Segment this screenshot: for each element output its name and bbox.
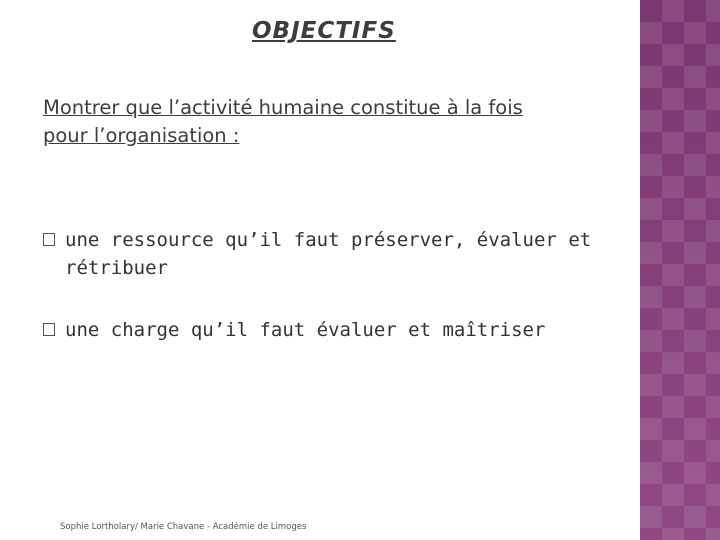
slide-title: OBJECTIFS [252, 18, 396, 44]
footer-credit: Sophie Lortholary/ Marie Chavane - Académie de Limoges [60, 522, 307, 532]
intro-text [43, 94, 623, 150]
checkbox-bullet-icon [43, 233, 55, 246]
intro-line-1: Montrer que l’activité humaine constitue à la fois [43, 96, 523, 119]
bullet-text-line-1: une ressource qu’il faut préserver, évaluer et [65, 229, 592, 251]
decorative-side-panel [640, 0, 720, 540]
bullet-item-ressource [43, 226, 633, 282]
bullet-list [43, 226, 633, 344]
checkbox-bullet-icon [43, 323, 55, 336]
intro-line-2: pour l’organisation : [43, 124, 240, 147]
bullet-text-line-1: une charge qu’il faut évaluer et maîtriser [65, 319, 546, 341]
bullet-text-line-2: rétribuer [65, 257, 168, 279]
bullet-item-charge [43, 316, 633, 344]
